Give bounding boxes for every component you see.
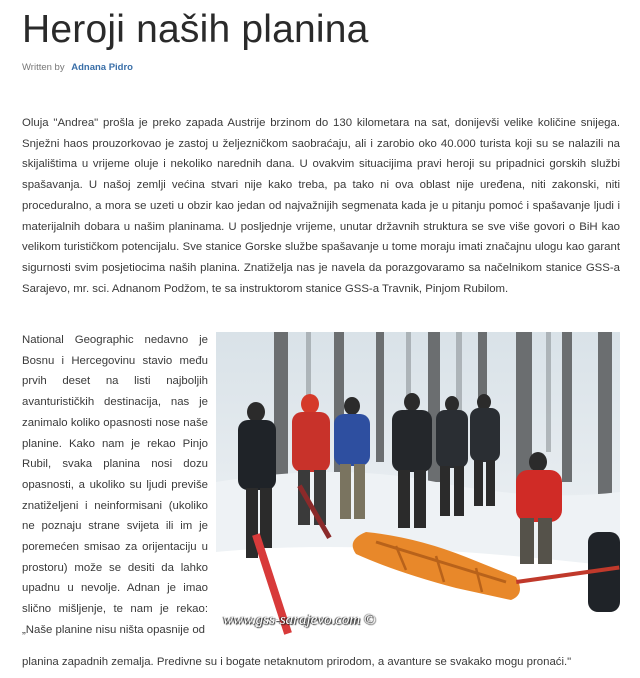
article-title: Heroji naših planina xyxy=(22,8,369,51)
rescue-photo-illustration xyxy=(216,332,620,636)
byline xyxy=(22,62,133,73)
article-paragraph-2-last-line: planina zapadnih zemalja. Predivne su i bogate netaknutom prirodom, a avanture se svakako mogu pronaći." xyxy=(22,656,572,668)
article-paragraph-1: Oluja "Andrea" prošla je preko zapada Austrije brzinom do 130 kilometara na sat, donijevši velike količine snijega. Snježni haos prouzorkovao je zastoj u željezničkom saobraćaju, ali i zarobio oko 40.000 turista koji su se nalazili na skijalištima u vrijeme oluje i nekoliko narednih dana. U ovakvim situacijima pravi heroji su pripadnici gorskih službi spašavanja. U našoj zemlji većina stvari nije kako treba, pa tako ni ova oblast nije uređena, niti zakonski, niti proceduralno, a mora se uzeti u obzir kao jedan od najvažnijih segmenata kada je u pitanju pomoć i spašavanje ljudi i materijalnih dobara u našim planinama. U posljednje vrijeme, unutar državnih struktura se sve više govori o BiH kao velikom turističkom potencijalu. Sve stanice Gorske službe spašavanje u tome moraju imati značajnu ulogu kao garant sigurnosti svim posjetiocima naših planina. Znatiželja nas je navela da porazgovaramo sa načelnikom stanice GSS-a Sarajevo, mr. sci. Adnanom Podžom, te sa instruktorom stanice GSS-a Travnik, Pinjom Rubilom. xyxy=(22,117,620,295)
rescue-photo xyxy=(216,332,620,636)
article-paragraph-2-block xyxy=(22,330,620,642)
author-link[interactable]: Adnana Pidro xyxy=(71,62,133,73)
written-by-label: Written by xyxy=(22,62,65,73)
article-paragraph-2: National Geographic nedavno je Bosnu i Hercegovinu stavio među prvih deset na listi najboljih avanturističkih destinacija, nas je zanimalo koliko opasnosti nose naše planine. Kako nam je rekao Pinjo Rubil, svaka planina nosi dozu opasnosti, a ukoliko su ljudi previše znatiželjeni i neinformisani (ukoliko ne poznaju strane svijeta ili im je poremećen smisao za orijentaciju u prostoru) može se desiti da lahko upadnu u nevolje. Adnan je imao slično mišljenje, te nam je rekao: „Naše planine nisu ništa opasnije od xyxy=(22,334,208,636)
photo-watermark: www.gss-sarajevo.com © xyxy=(223,612,376,629)
